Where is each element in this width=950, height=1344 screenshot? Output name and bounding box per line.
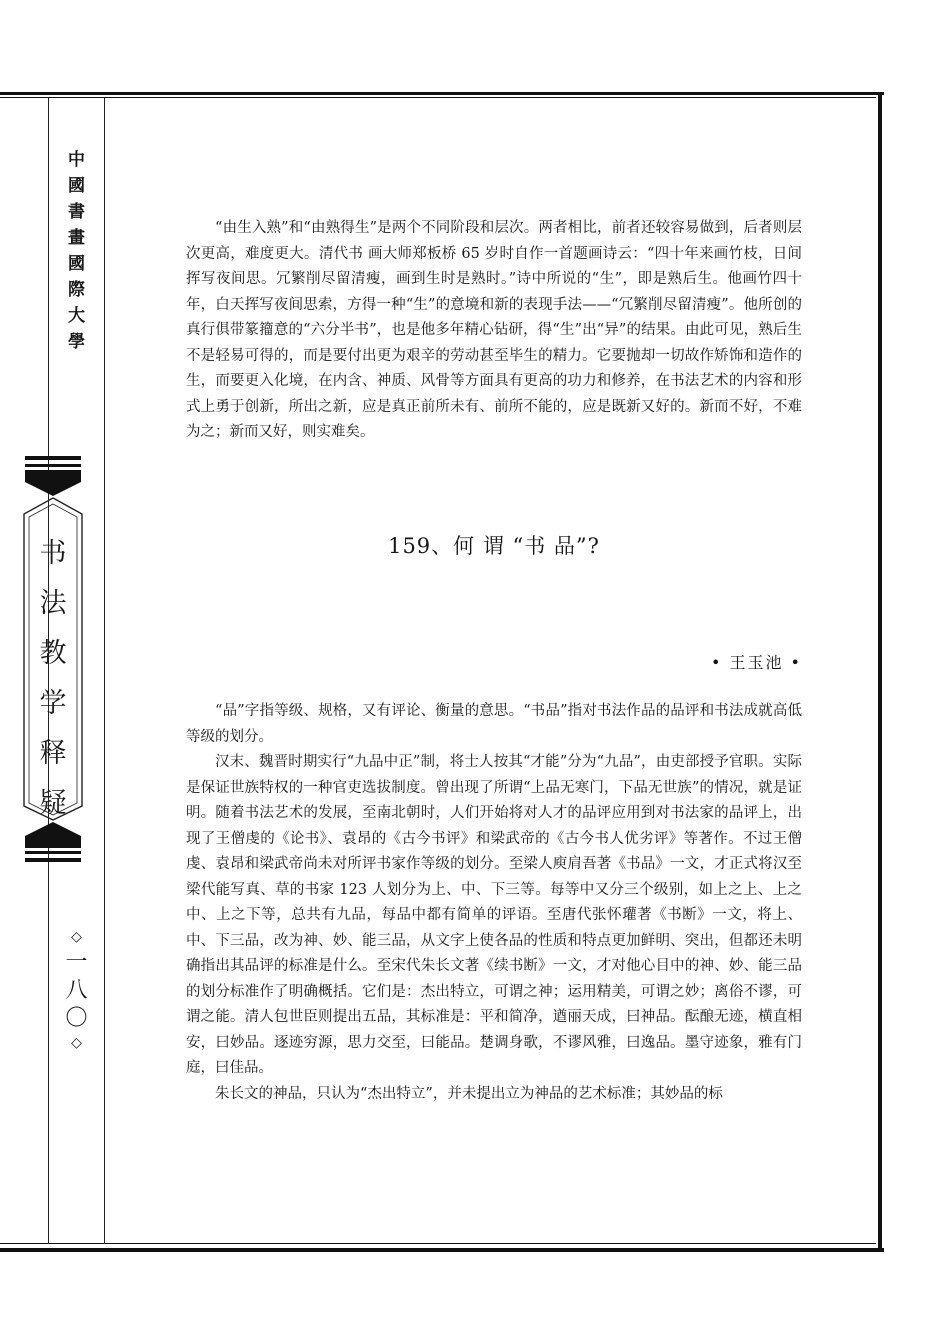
university-char: 國 [68, 176, 85, 196]
previous-article-text [186, 216, 802, 446]
frame-bottom-inner-border [0, 1243, 876, 1244]
university-char: 中 [68, 150, 85, 170]
book-title-char: 书 [39, 538, 67, 569]
diamond-icon: ◇ [71, 929, 82, 945]
sidebar-book-title [25, 540, 81, 840]
section-title: 159、何 谓 “书 品”? [388, 534, 600, 558]
book-title-char: 释 [39, 738, 67, 769]
frame-bottom-border [0, 1248, 884, 1252]
frame-right-border [878, 92, 882, 1252]
page-number-char: 八 [65, 978, 88, 1003]
cartouche-bottom-bar [25, 858, 81, 862]
paragraph: “由生入熟”和“由熟得生”是两个不同阶段和层次。两者相比，前者还较容易做到，后者则层次更高，难度更大。清代书 画大师郑板桥 65 岁时自作一首题画诗云：“四十年来画竹枝，日间挥写夜间思。冗繁削尽留清瘦，画到生时是熟时。”诗中所说的“生”，即是熟后生。他画竹四十年，白天挥写夜间思索，方得一种“生”的意境和新的表现手法——“冗繁削尽留清瘦”。他所创的真行俱带篆籀意的“六分半书”，也是他多年精心钻研，得“生”出“异”的结果。由此可见，熟后生不是轻易可得的，而是要付出更为艰辛的劳动甚至毕生的精力。它要抛却一切故作矫饰和造作的生，而要更入化境，在内含、神质、风骨等方面具有更高的功力和修养，在书法艺术的内容和形式上勇于创新，所出之新，应是真正前所未有、前所不能的，应是既新又好的。新而不好，不难为之；新而又好，则实难矣。 [186, 220, 802, 440]
frame-top-border [0, 92, 884, 95]
university-char: 際 [68, 280, 85, 300]
book-title-char: 学 [39, 688, 67, 719]
article-body [186, 699, 802, 1107]
diamond-icon: ◇ [71, 1035, 82, 1051]
sidebar-page-number [49, 930, 104, 1058]
paragraph: “品”字指等级、规格，又有评论、衡量的意思。“书品”指对书法作品的品评和书法成就高低等级的划分。 [186, 703, 802, 745]
book-title-char: 法 [39, 588, 67, 619]
section-author: • 王玉池 • [710, 653, 802, 672]
frame-top-inner-border [0, 97, 876, 98]
university-char: 畫 [68, 228, 85, 248]
book-title-char: 疑 [39, 788, 67, 819]
page-number-char: 〇 [65, 1006, 88, 1031]
book-title-char: 教 [39, 638, 67, 669]
university-char: 國 [68, 254, 85, 274]
cartouche-bottom-bar-2 [25, 851, 81, 854]
university-char: 大 [68, 306, 85, 326]
university-char: 學 [68, 332, 85, 352]
paragraph: 朱长文的神品，只认为“杰出特立”，并未提出立为神品的艺术标准；其妙品的标 [215, 1085, 723, 1102]
page-number-char: 一 [65, 950, 88, 975]
paragraph: 汉末、魏晋时期实行“九品中正”制，将士人按其“才能”分为“九品”，由吏部授予官职。实际是保证世族特权的一种官吏选拔制度。曾出现了所谓“上品无寒门，下品无世族”的情况，就是证明。随着书法艺术的发展，至南北朝时，人们开始将对人才的品评应用到对书法家的品评上，出现了王僧虔的《论书》、袁昂的《古今书评》和梁武帝的《古今书人优劣评》等著作。不过王僧虔、袁昂和梁武帝尚未对所评书家作等级的划分。至梁人庾肩吾著《书品》一文，才正式将汉至梁代能写真、草的书家 123 人划分为上、中、下三等。每等中又分三个级别，如上之上、上之中、上之下等，总共有九品，每品中都有简单的评语。至唐代张怀瓘著《书断》一文，将上、中、下三品，改为神、妙、能三品，从文字上使各品的性质和特点更加鲜明、突出，但都还未明确指出其品评的标准是什么。至宋代朱长文著《续书断》一文，才对他心目中的神、妙、能三品的划分标准作了明确概括。它们是：杰出特立，可谓之神；运用精美，可谓之妙；离俗不谬，可谓之能。清人包世臣则提出五品，其标准是：平和简净，遒丽天成，曰神品。酝酿无迹，横直相安，曰妙品。逐迹穷源，思力交至，曰能品。楚调身歌，不谬风雅，曰逸品。墨守迹象，雅有门庭，曰佳品。 [186, 754, 802, 1076]
university-char: 書 [68, 202, 85, 222]
